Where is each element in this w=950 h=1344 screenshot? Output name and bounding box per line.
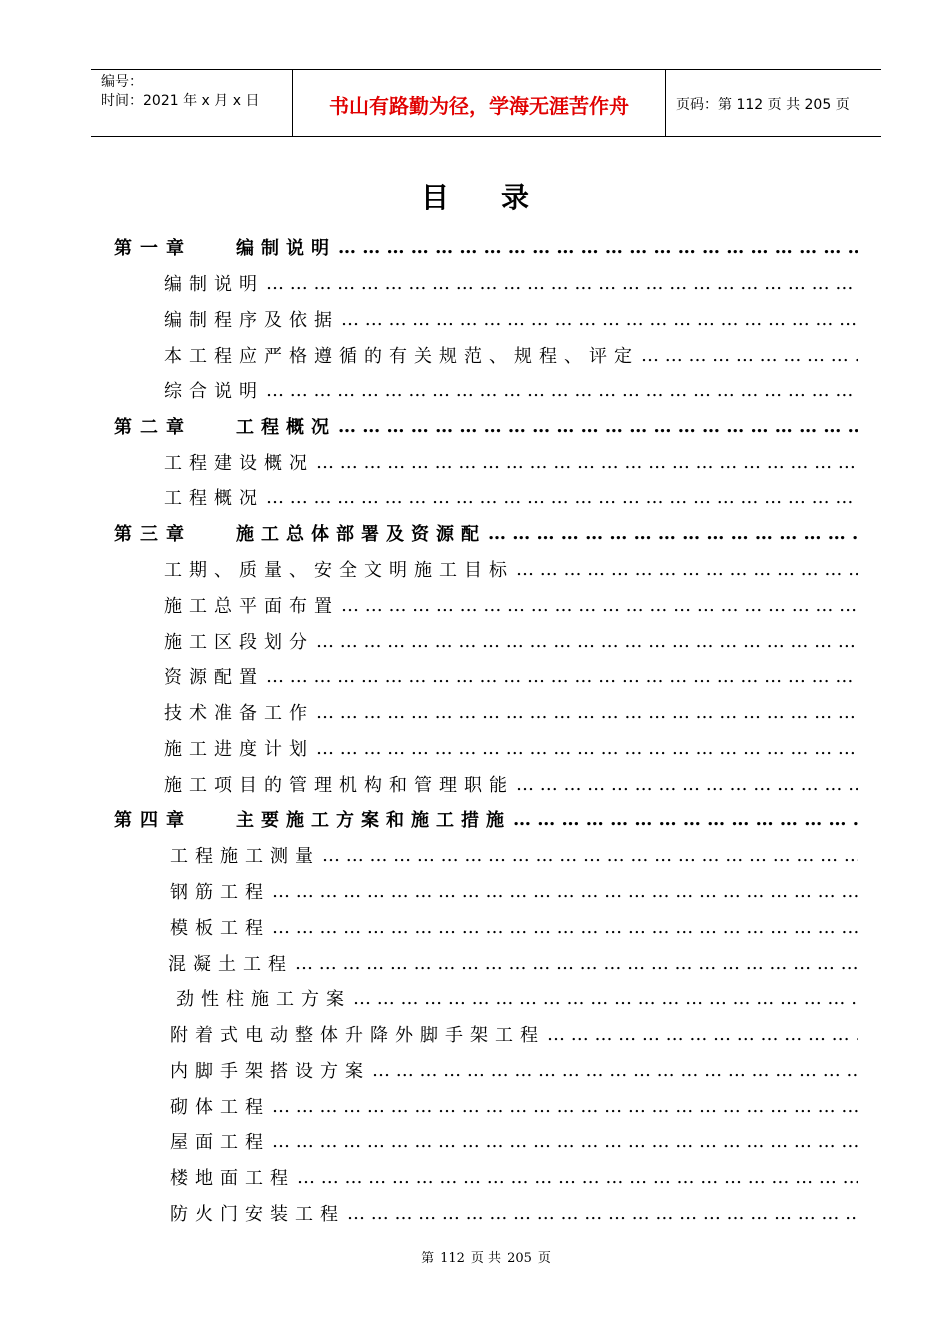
toc-leader-dots (347, 1203, 858, 1224)
toc-entry-label: 钢筋工程 (170, 882, 270, 903)
toc-entry-label: 工程施工测量 (170, 846, 320, 867)
toc-entry-label: 砌体工程 (170, 1097, 270, 1118)
footer-prefix: 第 (421, 1251, 435, 1266)
toc-entry-label: 技术准备工作 (164, 703, 314, 724)
toc-leader-dots (316, 452, 858, 473)
toc-entry-label: 施工总体部署及资源配 (236, 524, 486, 545)
footer-mid: 页 共 (470, 1251, 502, 1266)
toc-entry-row (170, 1057, 858, 1083)
toc-leader-dots (266, 666, 858, 687)
toc-leader-dots (513, 809, 858, 830)
footer-page-number: 112 (440, 1251, 465, 1266)
toc-leader-dots (488, 523, 858, 544)
toc-leader-dots (316, 738, 858, 759)
toc-entry-label: 施工总平面布置 (164, 596, 339, 617)
toc-chapter-row (114, 413, 858, 439)
toc-entry-row (164, 592, 858, 618)
serial-number-label: 编号： (101, 74, 143, 90)
toc-entry-row (164, 771, 858, 797)
toc-entry-label: 防火门安装工程 (170, 1204, 345, 1225)
toc-entry-row (170, 1021, 858, 1047)
toc-entry-label: 工期、质量、安全文明施工目标 (164, 560, 514, 581)
toc-entry-row (164, 342, 858, 368)
footer-total-pages: 205 (507, 1251, 532, 1266)
toc-entry-label: 施工进度计划 (164, 739, 314, 760)
toc-entry-label: 工程建设概况 (164, 453, 314, 474)
toc-entry-label: 主要施工方案和施工措施 (236, 810, 511, 831)
toc-leader-dots (372, 1060, 858, 1081)
toc-chapter-number: 第三章 (114, 524, 192, 545)
toc-entry-label: 屋面工程 (170, 1132, 270, 1153)
toc-entry-row (164, 735, 858, 761)
toc-entry-label: 编制说明 (164, 274, 264, 295)
toc-entry-row (170, 1200, 858, 1226)
toc-leader-dots (266, 273, 858, 294)
header-page-number: 页码：第 112 页 共 205 页 (676, 97, 850, 113)
toc-entry-label: 模板工程 (170, 918, 270, 939)
page-footer (0, 1247, 950, 1266)
toc-leader-dots (353, 988, 858, 1009)
toc-entry-row (164, 449, 858, 475)
toc-leader-dots (516, 559, 858, 580)
header-motto: 书山有路勤为径，学海无涯苦作舟 (329, 94, 629, 118)
toc-leader-dots (272, 1096, 858, 1117)
toc-entry-label: 施工项目的管理机构和管理职能 (164, 775, 514, 796)
toc-leader-dots (295, 953, 858, 974)
toc-entry-row (164, 556, 858, 582)
toc-leader-dots (547, 1024, 858, 1045)
time-label: 时间：2021 年 x 月 x 日 (101, 93, 260, 109)
toc-leader-dots (272, 881, 858, 902)
toc-chapter-number: 第二章 (114, 417, 192, 438)
toc-entry-row (164, 699, 858, 725)
toc-leader-dots (266, 380, 858, 401)
toc-entry-row (176, 985, 858, 1011)
toc-leader-dots (272, 917, 858, 938)
toc-leader-dots (516, 774, 858, 795)
toc-entry-label: 附着式电动整体升降外脚手架工程 (170, 1025, 545, 1046)
toc-entry-label: 资源配置 (164, 667, 264, 688)
toc-chapter-row (114, 520, 858, 546)
footer-suffix: 页 (537, 1251, 551, 1266)
toc-leader-dots (341, 595, 858, 616)
toc-entry-label: 综合说明 (164, 381, 264, 402)
toc-entry-label: 工程概况 (236, 417, 336, 438)
toc-entry-row (164, 377, 858, 403)
toc-entry-row (164, 663, 858, 689)
toc-leader-dots (316, 631, 858, 652)
toc-chapter-row (114, 806, 858, 832)
toc-entry-row (168, 950, 858, 976)
toc-entry-row (170, 1164, 858, 1190)
toc-entry-row (170, 914, 858, 940)
toc-title: 目录 (420, 181, 581, 214)
toc-chapter-number: 第四章 (114, 810, 192, 831)
toc-entry-row (164, 270, 858, 296)
toc-chapter-row (114, 234, 858, 260)
toc-entry-label: 混凝土工程 (168, 954, 293, 975)
toc-entry-label: 本工程应严格遵循的有关规范、规程、评定 (164, 346, 639, 367)
toc-leader-dots (316, 702, 858, 723)
toc-entry-label: 工程概况 (164, 488, 264, 509)
toc-entry-label: 编制说明 (236, 238, 336, 259)
toc-leader-dots (341, 309, 858, 330)
toc-entry-row (170, 1128, 858, 1154)
toc-entry-row (170, 842, 858, 868)
toc-entry-label: 编制程序及依据 (164, 310, 339, 331)
toc-leader-dots (322, 845, 858, 866)
toc-entry-row (170, 1093, 858, 1119)
toc-entry-row (164, 484, 858, 510)
toc-entry-label: 楼地面工程 (170, 1168, 295, 1189)
toc-entry-row (164, 306, 858, 332)
toc-entry-label: 内脚手架搭设方案 (170, 1061, 370, 1082)
toc-leader-dots (297, 1167, 858, 1188)
toc-entry-label: 施工区段划分 (164, 632, 314, 653)
toc-entry-row (164, 628, 858, 654)
toc-entry-label: 劲性柱施工方案 (176, 989, 351, 1010)
toc-chapter-number: 第一章 (114, 238, 192, 259)
toc-leader-dots (641, 345, 858, 366)
toc-leader-dots (266, 487, 858, 508)
toc-leader-dots (272, 1131, 858, 1152)
toc-leader-dots (338, 237, 858, 258)
toc-leader-dots (338, 416, 858, 437)
toc-entry-row (170, 878, 858, 904)
